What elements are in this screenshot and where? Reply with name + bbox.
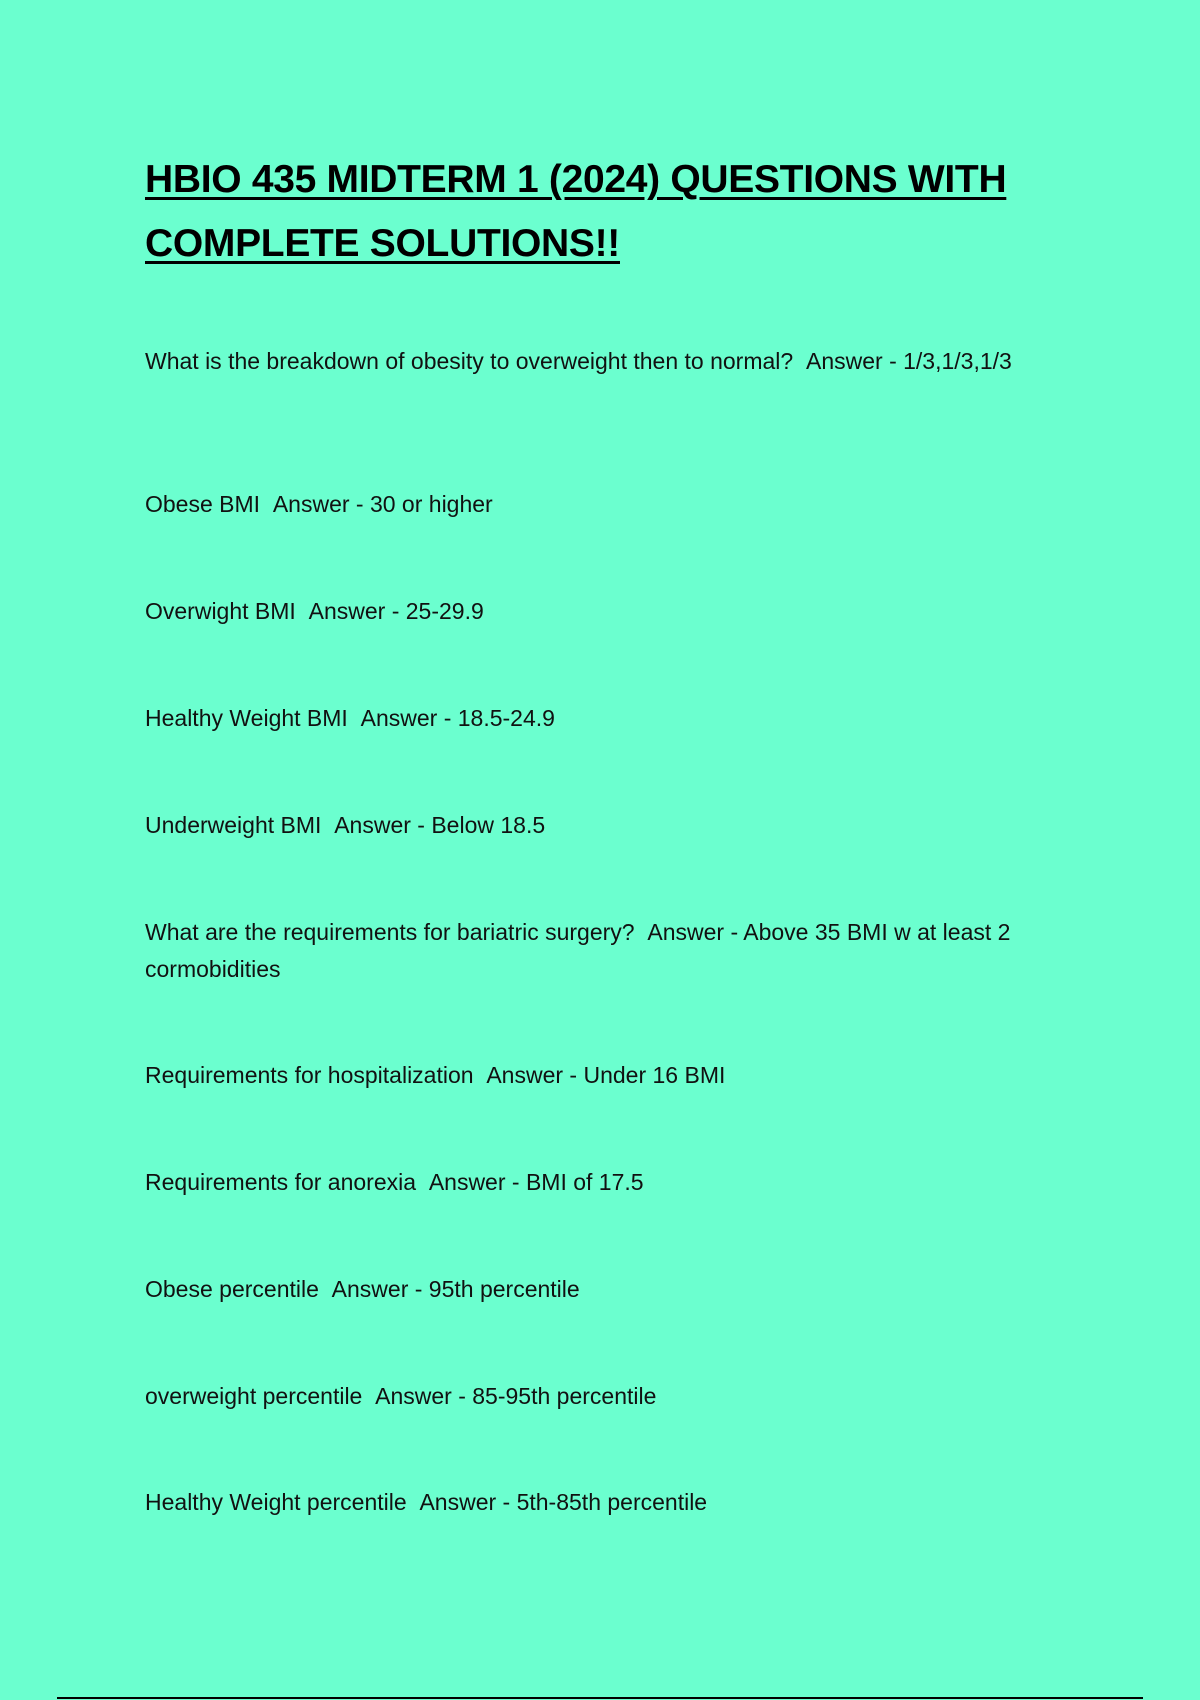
page-divider bbox=[57, 1697, 1143, 1699]
question-text: Healthy Weight percentile bbox=[145, 1489, 407, 1515]
question-text: What are the requirements for bariatric surgery? bbox=[145, 919, 635, 945]
qa-item bbox=[145, 486, 1050, 523]
answer-text: Answer - 25-29.9 bbox=[308, 598, 484, 624]
qa-item bbox=[145, 1378, 1050, 1415]
qa-item bbox=[145, 914, 1050, 988]
qa-item bbox=[145, 343, 1050, 380]
question-text: Requirements for hospitalization bbox=[145, 1062, 474, 1088]
answer-text: Answer - Below 18.5 bbox=[334, 812, 546, 838]
question-text: What is the breakdown of obesity to overweight then to normal? bbox=[145, 348, 794, 374]
qa-item bbox=[145, 1164, 1050, 1201]
answer-text: Answer - 1/3,1/3,1/3 bbox=[805, 348, 1012, 374]
qa-item bbox=[145, 1057, 1050, 1094]
qa-item bbox=[145, 807, 1050, 844]
document-title: HBIO 435 MIDTERM 1 (2024) QUESTIONS WITH COMPLETE SOLUTIONS!! bbox=[145, 158, 1007, 265]
question-text: Obese percentile bbox=[145, 1276, 319, 1302]
question-text: Requirements for anorexia bbox=[145, 1169, 417, 1195]
question-text: overweight percentile bbox=[145, 1383, 363, 1409]
question-text: Underweight BMI bbox=[145, 812, 322, 838]
qa-item bbox=[145, 593, 1050, 630]
answer-text: Answer - Under 16 BMI bbox=[486, 1062, 726, 1088]
answer-text: Answer - 85-95th percentile bbox=[375, 1383, 657, 1409]
answer-text: Answer - BMI of 17.5 bbox=[428, 1169, 644, 1195]
question-text: Obese BMI bbox=[145, 491, 261, 517]
qa-item bbox=[145, 700, 1050, 737]
qa-item bbox=[145, 1271, 1050, 1308]
answer-text: Answer - Above 35 BMI w at least 2 cormobidities bbox=[145, 919, 1011, 982]
answer-text: Answer - 30 or higher bbox=[272, 491, 493, 517]
answer-text: Answer - 18.5-24.9 bbox=[360, 705, 555, 731]
question-text: Overwight BMI bbox=[145, 598, 296, 624]
question-text: Healthy Weight BMI bbox=[145, 705, 348, 731]
qa-item bbox=[145, 1484, 1050, 1521]
answer-text: Answer - 5th-85th percentile bbox=[419, 1489, 708, 1515]
answer-text: Answer - 95th percentile bbox=[331, 1276, 580, 1302]
